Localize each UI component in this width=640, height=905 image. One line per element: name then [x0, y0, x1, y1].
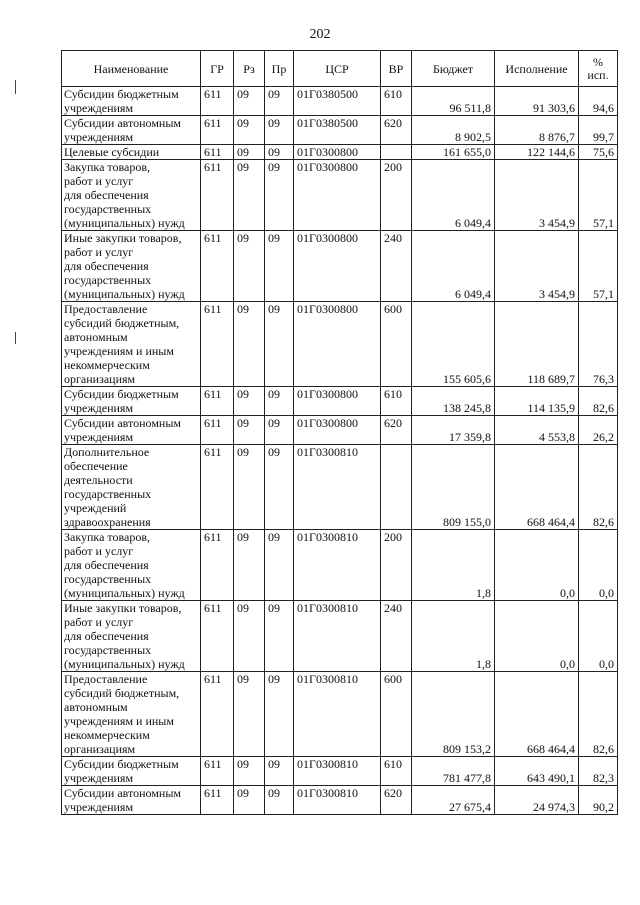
cell-execution: 91 303,6	[495, 87, 579, 116]
cell-gr: 611	[201, 672, 234, 757]
table-row	[62, 160, 618, 231]
cell-csr: 01Г0300800	[294, 160, 381, 231]
cell-rz: 09	[234, 231, 265, 302]
table-row	[62, 87, 618, 116]
cell-rz: 09	[234, 672, 265, 757]
table-row	[62, 416, 618, 445]
cell-gr: 611	[201, 145, 234, 160]
cell-rz: 09	[234, 530, 265, 601]
cell-csr: 01Г0380500	[294, 87, 381, 116]
cell-rz: 09	[234, 145, 265, 160]
cell-pr: 09	[265, 231, 294, 302]
cell-gr: 611	[201, 302, 234, 387]
cell-vr	[381, 445, 412, 530]
cell-csr: 01Г0300800	[294, 416, 381, 445]
cell-percent: 0,0	[579, 530, 618, 601]
cell-name: Целевые субсидии	[62, 145, 201, 160]
cell-gr: 611	[201, 87, 234, 116]
cell-pr: 09	[265, 387, 294, 416]
header-csr: ЦСР	[294, 51, 381, 87]
cell-name: Предоставление субсидий бюджетным, автономным учреждениям и иным некоммерческим организациям	[62, 672, 201, 757]
cell-rz: 09	[234, 116, 265, 145]
cell-execution: 114 135,9	[495, 387, 579, 416]
table-header-row	[62, 51, 618, 87]
cell-budget: 17 359,8	[412, 416, 495, 445]
cell-percent: 75,6	[579, 145, 618, 160]
cell-budget: 781 477,8	[412, 757, 495, 786]
header-gr: ГР	[201, 51, 234, 87]
cell-percent: 82,6	[579, 387, 618, 416]
cell-budget: 6 049,4	[412, 231, 495, 302]
cell-pr: 09	[265, 416, 294, 445]
cell-name: Иные закупки товаров, работ и услуг для обеспечения государственных (муниципальных) нужд	[62, 231, 201, 302]
table-row	[62, 601, 618, 672]
cell-name: Дополнительное обеспечение деятельности государственных учреждений здравоохранения	[62, 445, 201, 530]
cell-execution: 4 553,8	[495, 416, 579, 445]
cell-vr: 620	[381, 116, 412, 145]
cell-csr: 01Г0300800	[294, 145, 381, 160]
header-percent-label: исп.	[587, 67, 609, 82]
table-row	[62, 757, 618, 786]
table-row	[62, 530, 618, 601]
cell-pr: 09	[265, 672, 294, 757]
header-pr: Пр	[265, 51, 294, 87]
cell-budget: 1,8	[412, 601, 495, 672]
cell-vr	[381, 145, 412, 160]
cell-name: Субсидии бюджетным учреждениям	[62, 757, 201, 786]
cell-vr: 240	[381, 601, 412, 672]
cell-execution: 3 454,9	[495, 160, 579, 231]
cell-csr: 01Г0300810	[294, 786, 381, 815]
cell-name: Закупка товаров, работ и услуг для обеспечения государственных (муниципальных) нужд	[62, 160, 201, 231]
cell-vr: 610	[381, 87, 412, 116]
cell-name: Иные закупки товаров, работ и услуг для обеспечения государственных (муниципальных) нужд	[62, 601, 201, 672]
cell-rz: 09	[234, 786, 265, 815]
cell-csr: 01Г0300810	[294, 601, 381, 672]
table-row	[62, 786, 618, 815]
cell-budget: 161 655,0	[412, 145, 495, 160]
cell-pr: 09	[265, 530, 294, 601]
cell-rz: 09	[234, 601, 265, 672]
cell-budget: 1,8	[412, 530, 495, 601]
cell-pr: 09	[265, 445, 294, 530]
cell-vr: 600	[381, 302, 412, 387]
cell-percent: 76,3	[579, 302, 618, 387]
table-row	[62, 231, 618, 302]
cell-gr: 611	[201, 786, 234, 815]
cell-budget: 155 605,6	[412, 302, 495, 387]
cell-csr: 01Г0380500	[294, 116, 381, 145]
cell-budget: 138 245,8	[412, 387, 495, 416]
cell-vr: 610	[381, 757, 412, 786]
cell-rz: 09	[234, 302, 265, 387]
cell-gr: 611	[201, 416, 234, 445]
cell-percent: 82,6	[579, 445, 618, 530]
budget-table-container	[61, 50, 617, 815]
cell-name: Субсидии автономным учреждениям	[62, 116, 201, 145]
cell-pr: 09	[265, 757, 294, 786]
cell-vr: 240	[381, 231, 412, 302]
cell-pr: 09	[265, 786, 294, 815]
table-body	[62, 87, 618, 815]
cell-rz: 09	[234, 87, 265, 116]
cell-budget: 809 153,2	[412, 672, 495, 757]
cell-gr: 611	[201, 231, 234, 302]
table-row	[62, 145, 618, 160]
cell-pr: 09	[265, 116, 294, 145]
cell-execution: 8 876,7	[495, 116, 579, 145]
cell-rz: 09	[234, 757, 265, 786]
cell-pr: 09	[265, 87, 294, 116]
table-row	[62, 116, 618, 145]
header-budget: Бюджет	[412, 51, 495, 87]
left-margin-mark	[15, 80, 16, 94]
cell-percent: 90,2	[579, 786, 618, 815]
header-name: Наименование	[62, 51, 201, 87]
cell-execution: 668 464,4	[495, 445, 579, 530]
left-margin-mark	[15, 332, 16, 344]
cell-rz: 09	[234, 445, 265, 530]
cell-vr: 610	[381, 387, 412, 416]
cell-percent: 99,7	[579, 116, 618, 145]
cell-percent: 94,6	[579, 87, 618, 116]
cell-name: Субсидии автономным учреждениям	[62, 786, 201, 815]
cell-csr: 01Г0300800	[294, 387, 381, 416]
header-execution: Исполнение	[495, 51, 579, 87]
cell-gr: 611	[201, 387, 234, 416]
cell-vr: 200	[381, 160, 412, 231]
cell-gr: 611	[201, 116, 234, 145]
cell-pr: 09	[265, 145, 294, 160]
budget-table	[61, 50, 618, 815]
cell-pr: 09	[265, 302, 294, 387]
cell-execution: 122 144,6	[495, 145, 579, 160]
cell-csr: 01Г0300800	[294, 231, 381, 302]
cell-percent: 26,2	[579, 416, 618, 445]
cell-budget: 6 049,4	[412, 160, 495, 231]
header-rz: Рз	[234, 51, 265, 87]
cell-gr: 611	[201, 160, 234, 231]
cell-vr: 200	[381, 530, 412, 601]
cell-percent: 57,1	[579, 231, 618, 302]
cell-execution: 0,0	[495, 530, 579, 601]
cell-execution: 0,0	[495, 601, 579, 672]
cell-budget: 8 902,5	[412, 116, 495, 145]
cell-gr: 611	[201, 445, 234, 530]
cell-execution: 668 464,4	[495, 672, 579, 757]
cell-percent: 82,3	[579, 757, 618, 786]
cell-csr: 01Г0300810	[294, 530, 381, 601]
cell-name: Субсидии автономным учреждениям	[62, 416, 201, 445]
cell-csr: 01Г0300810	[294, 672, 381, 757]
cell-csr: 01Г0300810	[294, 757, 381, 786]
cell-execution: 118 689,7	[495, 302, 579, 387]
cell-name: Субсидии бюджетным учреждениям	[62, 387, 201, 416]
cell-gr: 611	[201, 601, 234, 672]
cell-name: Предоставление субсидий бюджетным, автономным учреждениям и иным некоммерческим организациям	[62, 302, 201, 387]
table-row	[62, 445, 618, 530]
cell-vr: 620	[381, 416, 412, 445]
cell-budget: 96 511,8	[412, 87, 495, 116]
cell-execution: 24 974,3	[495, 786, 579, 815]
cell-pr: 09	[265, 160, 294, 231]
cell-pr: 09	[265, 601, 294, 672]
cell-rz: 09	[234, 160, 265, 231]
cell-budget: 27 675,4	[412, 786, 495, 815]
cell-percent: 57,1	[579, 160, 618, 231]
cell-budget: 809 155,0	[412, 445, 495, 530]
cell-execution: 643 490,1	[495, 757, 579, 786]
header-percent-symbol: %	[593, 54, 603, 69]
table-row	[62, 302, 618, 387]
cell-gr: 611	[201, 530, 234, 601]
cell-rz: 09	[234, 387, 265, 416]
page-number: 202	[309, 27, 331, 42]
cell-execution: 3 454,9	[495, 231, 579, 302]
cell-vr: 620	[381, 786, 412, 815]
cell-name: Субсидии бюджетным учреждениям	[62, 87, 201, 116]
cell-csr: 01Г0300800	[294, 302, 381, 387]
cell-percent: 82,6	[579, 672, 618, 757]
cell-percent: 0,0	[579, 601, 618, 672]
cell-csr: 01Г0300810	[294, 445, 381, 530]
table-row	[62, 672, 618, 757]
cell-vr: 600	[381, 672, 412, 757]
table-row	[62, 387, 618, 416]
header-percent	[579, 51, 618, 87]
header-vr: ВР	[381, 51, 412, 87]
cell-rz: 09	[234, 416, 265, 445]
cell-gr: 611	[201, 757, 234, 786]
cell-name: Закупка товаров, работ и услуг для обеспечения государственных (муниципальных) нужд	[62, 530, 201, 601]
